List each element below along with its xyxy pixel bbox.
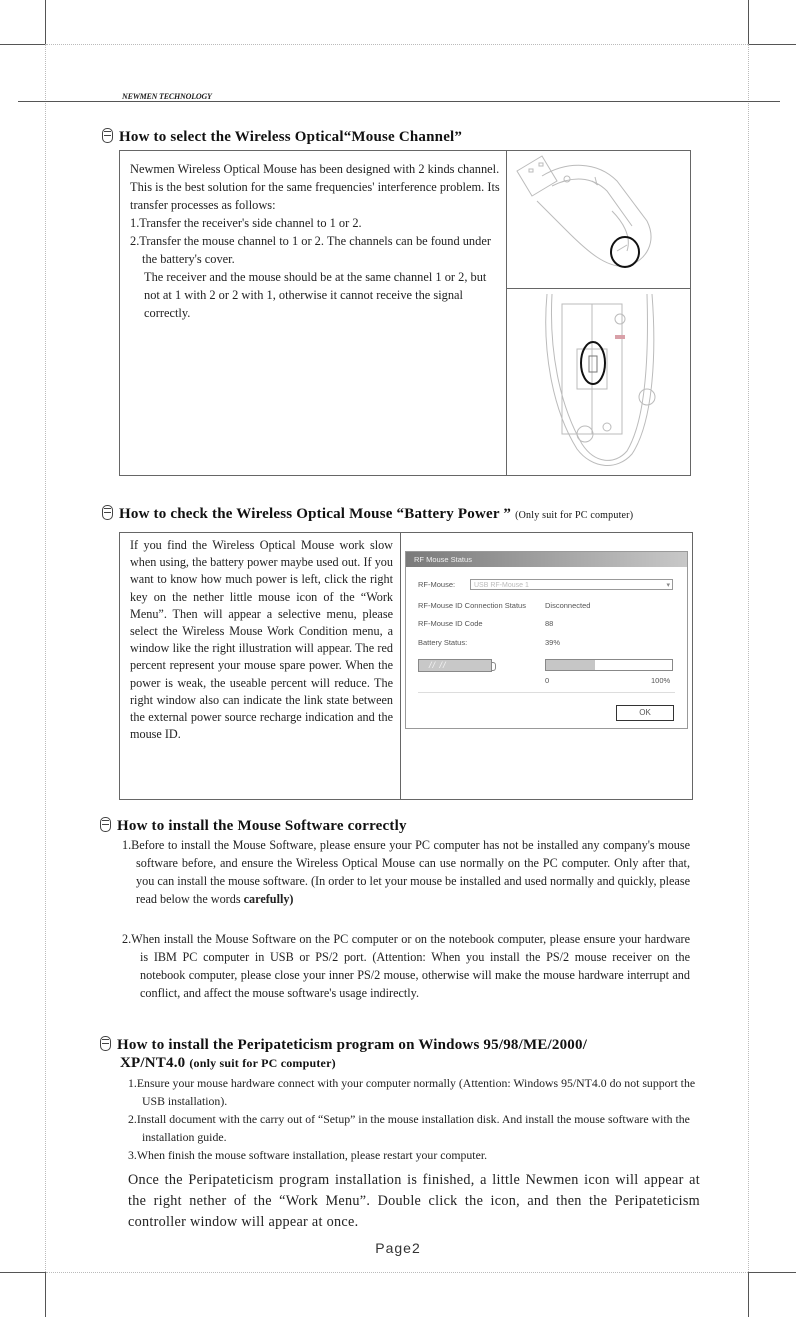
header-rule bbox=[18, 101, 780, 102]
channel-step: 2.Transfer the mouse channel to 1 or 2. The channels can be found under the battery's cover. bbox=[130, 234, 491, 266]
step: 2.Install document with the carry out of “Setup” in the mouse installation disk. And install the mouse software with the installation guide. bbox=[128, 1112, 690, 1144]
channel-note: The receiver and the mouse should be at the same channel 1 or 2, but not at 1 with 2 or 2 with 1, otherwise it cannot receive the signal correctly. bbox=[144, 270, 487, 320]
heading-text: How to install the Peripateticism program on Windows 95/98/ME/2000/ bbox=[117, 1037, 588, 1053]
item-text: 1.Before to install the Mouse Software, please ensure your PC computer has not be installed any company's mouse software before, and ensure the Wireless Optical Mouse can use normally on the PC computer. Only after that, you can install the mouse software. (In order to let your mouse be installed and used normally and quickly, please read below the words bbox=[122, 838, 690, 906]
crop-mark bbox=[0, 1272, 46, 1273]
step: 3.When finish the mouse software installation, please restart your computer. bbox=[128, 1148, 488, 1162]
id-code-value: 88 bbox=[545, 619, 554, 628]
mouse-icon bbox=[102, 128, 113, 143]
id-code-label: RF-Mouse ID Code bbox=[418, 619, 483, 628]
dialog-separator bbox=[418, 692, 675, 693]
battery-icon: // // bbox=[418, 659, 492, 672]
dialog-title-bar: RF Mouse Status bbox=[406, 552, 687, 567]
chevron-down-icon[interactable]: ▾ bbox=[666, 582, 670, 589]
crop-mark bbox=[45, 1272, 46, 1317]
company-name: NEWMEN TECHNOLOGY bbox=[122, 92, 212, 101]
section-heading-peripateticism bbox=[100, 1036, 587, 1054]
heading-note: (only suit for PC computer) bbox=[189, 1056, 336, 1070]
mouse-icon bbox=[100, 1036, 111, 1051]
mouse-icon bbox=[100, 817, 111, 832]
battery-status-label: Battery Status: bbox=[418, 638, 468, 647]
item-bold-text: carefully) bbox=[243, 892, 294, 906]
battery-progress-bar bbox=[545, 659, 673, 671]
scale-max-label: 100% bbox=[651, 676, 671, 685]
margin-guide bbox=[46, 1272, 748, 1273]
rf-mouse-select[interactable] bbox=[470, 579, 673, 590]
battery-text bbox=[130, 537, 393, 743]
heading-quote: “Mouse Channel” bbox=[343, 129, 463, 145]
battery-body: If you find the Wireless Optical Mouse work slow when using, the battery power maybe used out. If you want to know how much power is left, click the right key on the nether little mouse icon of the “Work Menu”. Then will appear a selective menu, please select the Wireless Mouse Work Condition menu, a window like the right illustration will appear. The red percent represent your mouse spare power. When the power is weak, the useable percent will reduce. The right window also can indicate the link state between the external power source recharge indication and the mouse ID. bbox=[130, 538, 393, 742]
heading-text: How to check the Wireless Optical Mouse “Battery Power ” bbox=[119, 506, 512, 522]
heading-text: How to select the Wireless Optical bbox=[119, 129, 344, 145]
install-software-item-1 bbox=[122, 836, 690, 908]
mouse-battery-illustration bbox=[507, 289, 690, 475]
peripateticism-closing bbox=[128, 1170, 700, 1233]
battery-terminal bbox=[492, 662, 496, 671]
mouse-icon bbox=[102, 505, 113, 520]
crop-mark bbox=[748, 1272, 796, 1273]
connection-status-value: Disconnected bbox=[545, 601, 591, 610]
usb-receiver-illustration bbox=[507, 151, 690, 288]
rf-mouse-label: RF-Mouse: bbox=[418, 580, 456, 589]
connection-status-label: RF-Mouse ID Connection Status bbox=[418, 601, 526, 610]
scale-min-label: 0 bbox=[545, 676, 550, 685]
battery-divider bbox=[400, 532, 401, 800]
peripateticism-steps bbox=[128, 1074, 700, 1164]
battery-status-value: 39% bbox=[545, 638, 561, 647]
channel-step: 1.Transfer the receiver's side channel to 1 or 2. bbox=[130, 216, 362, 230]
margin-guide bbox=[748, 44, 749, 1272]
closing-text: Once the Peripateticism program installation is finished, a little Newmen icon will appear at the right nether of the “Work Menu”. Double click the icon, and then the Peripateticism controller window will appear at once. bbox=[128, 1172, 700, 1230]
section-heading-peripateticism-line2 bbox=[120, 1055, 336, 1072]
rf-mouse-status-dialog bbox=[405, 551, 688, 729]
section-heading-channel bbox=[102, 128, 462, 146]
channel-text bbox=[130, 160, 502, 322]
step: 1.Ensure your mouse hardware connect with your computer normally (Attention: Windows 95/NT4.0 do not support the USB installation). bbox=[128, 1076, 696, 1108]
crop-mark bbox=[748, 1272, 749, 1317]
margin-guide bbox=[46, 44, 748, 45]
heading-text: How to install the Mouse Software correctly bbox=[117, 818, 407, 834]
section-heading-install-software bbox=[100, 817, 407, 835]
page-number: Page2 bbox=[375, 1240, 421, 1256]
margin-guide bbox=[45, 44, 46, 1272]
crop-mark bbox=[748, 0, 749, 44]
crop-mark bbox=[0, 44, 46, 45]
rf-mouse-select-value: USB RF-Mouse 1 bbox=[474, 582, 529, 589]
install-software-item-2 bbox=[122, 930, 690, 1002]
section-heading-battery bbox=[102, 505, 633, 523]
battery-progress-fill bbox=[546, 660, 595, 670]
heading-text: XP/NT4.0 bbox=[120, 1055, 186, 1071]
heading-note: (Only suit for PC computer) bbox=[515, 510, 634, 521]
ok-button[interactable]: OK bbox=[616, 705, 674, 721]
channel-intro: Newmen Wireless Optical Mouse has been designed with 2 kinds channel. This is the best solution for the same frequencies' interference problem. Its transfer processes as follows: bbox=[130, 162, 500, 212]
item-text: 2.When install the Mouse Software on the PC computer or on the notebook computer, please ensure your hardware is IBM PC computer in USB or PS/2 port. (Attention: When you install the PS/2 mouse receiver on the notebook computer, please close your inner PS/2 mouse, otherwise will make the mouse hardware interrupt and conflict, and affect the mouse software's usage indirectly. bbox=[122, 932, 690, 1000]
crop-mark bbox=[748, 44, 796, 45]
crop-mark bbox=[45, 0, 46, 44]
